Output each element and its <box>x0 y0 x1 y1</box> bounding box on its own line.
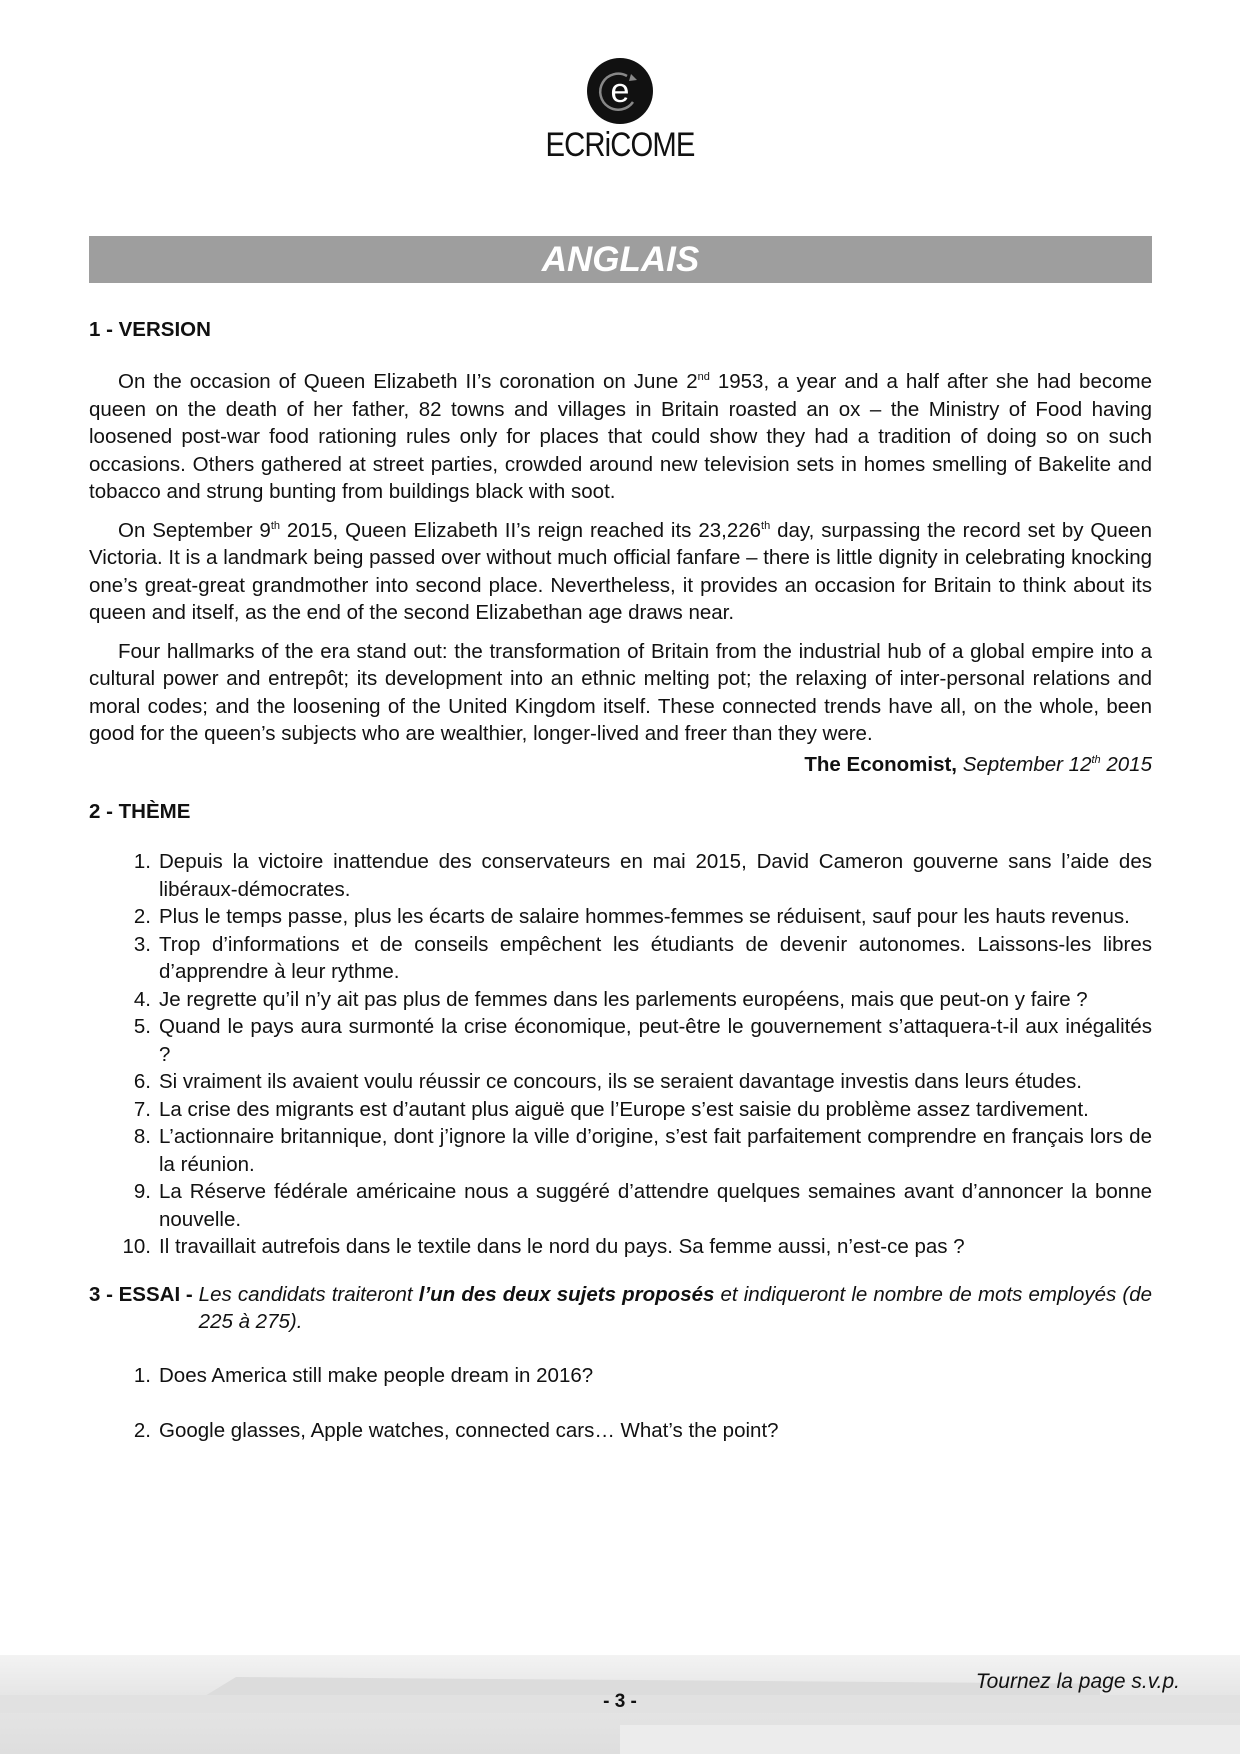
list-item: 2. Plus le temps passe, plus les écarts de salaire hommes-femmes se réduisent, sauf pour les hauts revenus. <box>133 905 1130 928</box>
list-item: 9. La Réserve fédérale américaine nous a suggéré d’attendre quelques semaines avant d’annoncer la bonne nouvelle. <box>133 1180 1152 1231</box>
essai-instructions: Les candidats traiteront l’un des deux sujets proposés et indiqueront le nombre de mots employés (de 225 à 275). <box>198 1282 1153 1333</box>
ecricome-logo <box>0 58 1240 165</box>
page-title: ANGLAIS <box>89 236 1152 283</box>
list-item: 8. L’actionnaire britannique, dont j’ignore la ville d’origine, s’est fait parfaitement comprendre en français lors de la réunion. <box>133 1125 1152 1176</box>
source-citation: The Economist, September 12th 2015 <box>804 752 1152 776</box>
exam-content <box>89 316 1152 1445</box>
essai-label: 3 - ESSAI - <box>89 1282 193 1306</box>
section-essai-heading <box>89 1281 1152 1336</box>
ecricome-logo-mark-icon <box>587 58 653 124</box>
section-theme-heading: 2 - THÈME <box>89 800 191 823</box>
list-item: 3. Trop d’informations et de conseils empêchent les étudiants de devenir autonomes. Laissons-les libres d’apprendre à leur rythme. <box>133 932 1152 983</box>
list-item: 7. La crise des migrants est d’autant plus aiguë que l’Europe s’est saisie du problème assez tardivement. <box>133 1097 1089 1121</box>
footer-decoration <box>620 1725 1240 1754</box>
essay-topic-list <box>89 1362 1152 1445</box>
ecricome-wordmark: ECRiCOME <box>545 126 695 164</box>
theme-sentence-list <box>89 848 1152 1261</box>
list-item: 6. Si vraiment ils avaient voulu réussir ce concours, ils se seraient davantage investis dans leurs études. <box>133 1070 1082 1093</box>
svg-text:e: e <box>610 72 630 110</box>
list-item: 4. Je regrette qu’il n’y ait pas plus de femmes dans les parlements européens, mais que peut-on y faire ? <box>133 987 1088 1011</box>
list-item: 1. Depuis la victoire inattendue des conservateurs en mai 2015, David Cameron gouverne sans l’aide des libéraux-démocrates. <box>133 850 1152 901</box>
list-item: 5. Quand le pays aura surmonté la crise économique, peut-être le gouvernement s’attaquera-t-il aux inégalités ? <box>133 1015 1152 1066</box>
version-paragraph-2: On September 9th 2015, Queen Elizabeth II’s reign reached its 23,226th day, surpassing the record set by Queen Victoria. It is a landmark being passed over without much official fanfare – there is little dignity in celebrating knocking one’s great-great grandmother into second place. Nevertheless, it provides an occasion for Britain to think about its queen and itself, as the end of the second Elizabethan age draws near. <box>89 518 1152 624</box>
page-number: - 3 - <box>603 1691 637 1712</box>
list-item: 1. Does America still make people dream in 2016? <box>133 1363 594 1387</box>
version-paragraph-3: Four hallmarks of the era stand out: the transformation of Britain from the industrial hub of a global empire into a cultural power and entrepôt; its development into an ethnic melting pot; the relaxing of inter-personal relations and moral codes; and the loosening of the United Kingdom itself. These connected trends have all, on the whole, been good for the queen’s subjects who are wealthier, longer-lived and freer than they were. <box>89 639 1152 745</box>
version-paragraph-1: On the occasion of Queen Elizabeth II’s coronation on June 2nd 1953, a year and a half after she had become queen on the death of her father, 82 towns and villages in Britain roasted an ox – the Ministry of Food having loosened post-war food rationing rules only for places that could show they had a tradition of doing so on such occasions. Others gathered at street parties, crowded around new television sets in homes smelling of Bakelite and tobacco and strung bunting from buildings black with soot. <box>89 370 1152 503</box>
section-version-heading: 1 - VERSION <box>89 318 211 341</box>
turn-page-note: Tournez la page s.v.p. <box>975 1670 1180 1693</box>
list-item: 10. Il travaillait autrefois dans le textile dans le nord du pays. Sa femme aussi, n’est-ce pas ? <box>122 1235 965 1258</box>
list-item: 2. Google glasses, Apple watches, connected cars… What’s the point? <box>133 1419 779 1442</box>
